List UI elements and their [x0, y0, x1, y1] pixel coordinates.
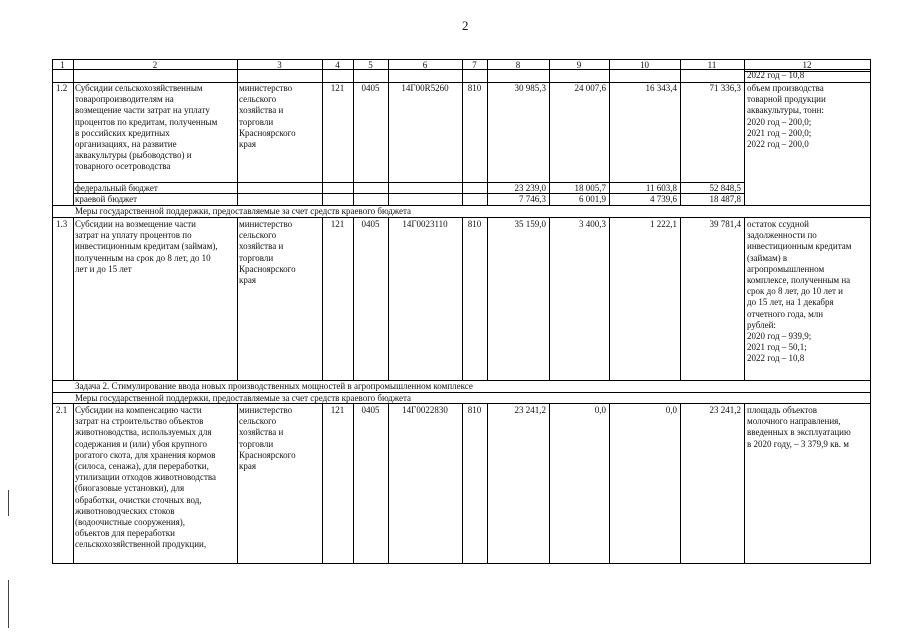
- expected-result: 2021 год – 200,0;: [747, 127, 812, 138]
- responsible-agency: Красноярского: [239, 449, 296, 460]
- table-rule: [462, 217, 463, 381]
- vr-code: 810: [467, 83, 482, 93]
- row-description: Субсидии сельскохозяйственным: [75, 83, 203, 93]
- column-header: 5: [368, 60, 373, 70]
- expected-result: 2021 год – 50,1;: [747, 342, 807, 353]
- expected-result: задолженности по: [747, 230, 817, 241]
- table-rule: [870, 403, 871, 564]
- table-rule: [549, 403, 550, 564]
- row-description: полученным на срок до 8 лет, до 10: [75, 252, 211, 263]
- expected-result: в 2020 году, – 3 379,9 кв. м: [747, 438, 849, 449]
- row-description: затрат на строительство объектов: [75, 416, 204, 427]
- row-description: товарного осетроводства: [75, 161, 171, 172]
- table-rule: [680, 217, 681, 381]
- table-rule: [237, 403, 238, 564]
- responsible-agency: хозяйства и: [239, 105, 284, 116]
- table-rule: [237, 217, 238, 381]
- row-description: (водоочистные сооружения),: [75, 517, 186, 527]
- amount-cell: 4 739,6: [650, 194, 677, 204]
- row-description: процентов по кредитам, полученным: [75, 116, 218, 127]
- amount-cell: 7 746,3: [519, 194, 546, 204]
- table-rule: [52, 380, 53, 403]
- table-rule: [73, 403, 74, 564]
- section-heading: Меры государственной поддержки, предоставляемые за счет средств краевого бюджета: [75, 393, 411, 403]
- csr-code: 14Г0022830: [402, 405, 448, 415]
- amount-cell: 16 343,4: [645, 83, 677, 93]
- row-description: содержания и (или) убоя крупного: [75, 438, 208, 449]
- responsible-agency: края: [239, 275, 257, 285]
- row-description: объектов для переработки: [75, 528, 175, 539]
- amount-cell: 23 239,0: [514, 183, 546, 193]
- section-heading: Меры государственной поддержки, предоставляемые за счет средств краевого бюджета: [75, 206, 411, 216]
- table-rule: [73, 217, 74, 381]
- table-rule: [870, 205, 871, 217]
- column-header: 10: [640, 60, 649, 70]
- task-heading: Задача 2. Стимулирование ввода новых производственных мощностей в агропромышленном комплексе: [75, 381, 473, 391]
- carry-over-text: 2022 год – 10,8: [747, 70, 805, 80]
- amount-cell: 30 985,3: [514, 83, 546, 93]
- table-rule: [462, 59, 463, 206]
- responsible-agency: хозяйства и: [239, 427, 284, 438]
- amount-cell: 3 400,3: [579, 219, 606, 229]
- responsible-agency: министерство: [239, 83, 293, 93]
- responsible-agency: сельского: [239, 230, 277, 241]
- expected-result: 2022 год – 10,8: [747, 353, 805, 364]
- column-header: 3: [277, 60, 282, 70]
- column-header: 2: [152, 60, 158, 70]
- row-number: 2.1: [56, 405, 68, 415]
- amount-cell: 0,0: [594, 405, 606, 415]
- table-rule: [870, 59, 871, 206]
- amount-cell: 6 001,9: [579, 194, 606, 204]
- row-number: 1.3: [56, 219, 68, 229]
- table-rule: [52, 217, 53, 381]
- row-description: возмещение части затрат на уплату: [75, 105, 210, 116]
- responsible-agency: хозяйства и: [239, 241, 284, 252]
- column-header: 9: [576, 60, 582, 70]
- expected-result: молочного направления,: [747, 416, 841, 427]
- responsible-agency: сельского: [239, 416, 277, 427]
- responsible-agency: министерство: [239, 405, 293, 415]
- expected-result: остаток ссудной: [747, 219, 809, 229]
- table-rule: [744, 217, 745, 381]
- table-rule: [462, 403, 463, 564]
- rzpr-code: 0405: [361, 83, 380, 93]
- table-rule: [609, 217, 610, 381]
- table-rule: [52, 205, 53, 217]
- amount-cell: 0,0: [665, 405, 677, 415]
- table-rule: [870, 217, 871, 381]
- amount-cell: 23 241,2: [709, 405, 741, 415]
- table-rule: [388, 403, 389, 564]
- row-description: рогатого скота, для хранения кормов: [75, 449, 216, 460]
- table-rule: [680, 403, 681, 564]
- row-description: организациях, на развитие: [75, 139, 177, 149]
- responsible-agency: торговли: [239, 252, 274, 263]
- amount-cell: 35 159,0: [514, 219, 546, 229]
- row-description: (биогазовые установки), для: [75, 483, 185, 494]
- expected-result: (займам) в: [747, 252, 788, 263]
- responsible-agency: торговли: [239, 438, 274, 449]
- table-rule: [237, 59, 238, 206]
- table-rule: [52, 403, 53, 564]
- table-rule: [322, 59, 323, 206]
- table-rule: [322, 403, 323, 564]
- row-description: сельскохозяйственной продукции,: [75, 539, 207, 550]
- row-description: (силоса, сенажа), для переработки,: [75, 461, 209, 471]
- expected-result: инвестиционным кредитам: [747, 241, 852, 252]
- row-description: в российских кредитных: [75, 127, 170, 138]
- amount-cell: 11 603,8: [645, 183, 677, 193]
- amount-cell: 39 781,4: [709, 219, 741, 229]
- table-rule: [388, 59, 389, 206]
- row-description: Субсидии на компенсацию части: [75, 405, 202, 415]
- expected-result: товарной продукции: [747, 94, 826, 105]
- row-description: товаропроизводителям на: [75, 94, 174, 105]
- expected-result: до 15 лет, на 1 декабря: [747, 297, 834, 308]
- table-rule: [52, 59, 53, 206]
- page-number: 2: [462, 18, 469, 33]
- responsible-agency: сельского: [239, 94, 277, 105]
- table-rule: [744, 59, 745, 206]
- rzpr-code: 0405: [361, 219, 380, 229]
- amount-cell: 52 848,5: [709, 183, 741, 193]
- csr-code: 14Г0023110: [402, 219, 448, 229]
- row-description: животноводческих стоков: [75, 505, 175, 516]
- table-rule: [609, 403, 610, 564]
- table-rule: [487, 217, 488, 381]
- table-rule: [353, 217, 354, 381]
- responsible-agency: края: [239, 139, 257, 149]
- column-header: 11: [707, 60, 717, 70]
- table-rule: [388, 217, 389, 381]
- amount-cell: 18 487,8: [709, 194, 741, 204]
- responsible-agency: министерство: [239, 219, 293, 229]
- column-header: 4: [335, 60, 340, 70]
- vr-code: 810: [467, 219, 482, 229]
- margin-mark: [8, 490, 9, 516]
- rzpr-code: 0405: [361, 405, 380, 415]
- row-description: затрат на уплату процентов по: [75, 230, 192, 241]
- margin-mark: [8, 580, 9, 628]
- table-rule: [353, 403, 354, 564]
- expected-result: агропромышленном: [747, 263, 825, 274]
- amount-cell: 23 241,2: [514, 405, 546, 415]
- row-number: 1.2: [56, 83, 68, 93]
- row-description: обработки, очистки сточных вод,: [75, 494, 202, 505]
- table-rule: [322, 217, 323, 381]
- responsible-agency: края: [239, 461, 257, 471]
- column-header: 12: [802, 60, 812, 70]
- amount-cell: 18 005,7: [574, 183, 606, 193]
- row-description: утилизации отходов животноводства: [75, 472, 217, 483]
- row-description: Субсидии на возмещение части: [75, 219, 196, 229]
- expected-result: 2020 год – 939,9;: [747, 331, 812, 341]
- table-rule: [744, 403, 745, 564]
- column-header: 7: [472, 60, 477, 70]
- vr-code: 810: [467, 405, 482, 415]
- responsible-agency: Красноярского: [239, 127, 296, 138]
- table-rule: [487, 403, 488, 564]
- expected-result: 2022 год – 200,0: [747, 139, 809, 149]
- amount-cell: 24 007,6: [574, 83, 606, 93]
- row-description: лет и до 15 лет: [75, 263, 132, 274]
- row-description: инвестиционным кредитам (займам),: [75, 241, 218, 252]
- table-rule: [353, 59, 354, 206]
- table-rule: [549, 217, 550, 381]
- amount-cell: 1 222,1: [650, 219, 677, 229]
- grbs-code: 121: [330, 405, 345, 415]
- grbs-code: 121: [330, 83, 345, 93]
- column-header: 1: [60, 60, 65, 70]
- row-description: животноводства, используемых для: [75, 427, 212, 438]
- expected-result: срок до 8 лет, до 10 лет и: [747, 286, 844, 297]
- budget-source-label: федеральный бюджет: [75, 183, 158, 193]
- expected-result: площадь объектов: [747, 405, 817, 415]
- row-description: аквакультуры (рыбоводство) и: [75, 150, 192, 161]
- expected-result: аквакультуры, тонн:: [747, 105, 824, 116]
- responsible-agency: торговли: [239, 116, 274, 127]
- column-header: 6: [422, 60, 428, 70]
- expected-result: объем производства: [747, 83, 824, 93]
- column-header: 8: [515, 60, 521, 70]
- expected-result: введенных в эксплуатацию: [747, 427, 851, 438]
- budget-source-label: краевой бюджет: [75, 194, 138, 204]
- table-rule: [73, 59, 74, 206]
- expected-result: 2020 год – 200,0;: [747, 116, 812, 127]
- responsible-agency: Красноярского: [239, 263, 296, 274]
- csr-code: 14Г00R5260: [401, 83, 449, 93]
- amount-cell: 71 336,3: [709, 83, 741, 93]
- expected-result: комплексе, полученным на: [747, 275, 851, 285]
- grbs-code: 121: [330, 219, 345, 229]
- table-rule: [870, 380, 871, 403]
- expected-result: рублей:: [747, 319, 776, 330]
- expected-result: отчетного года, млн: [747, 308, 824, 319]
